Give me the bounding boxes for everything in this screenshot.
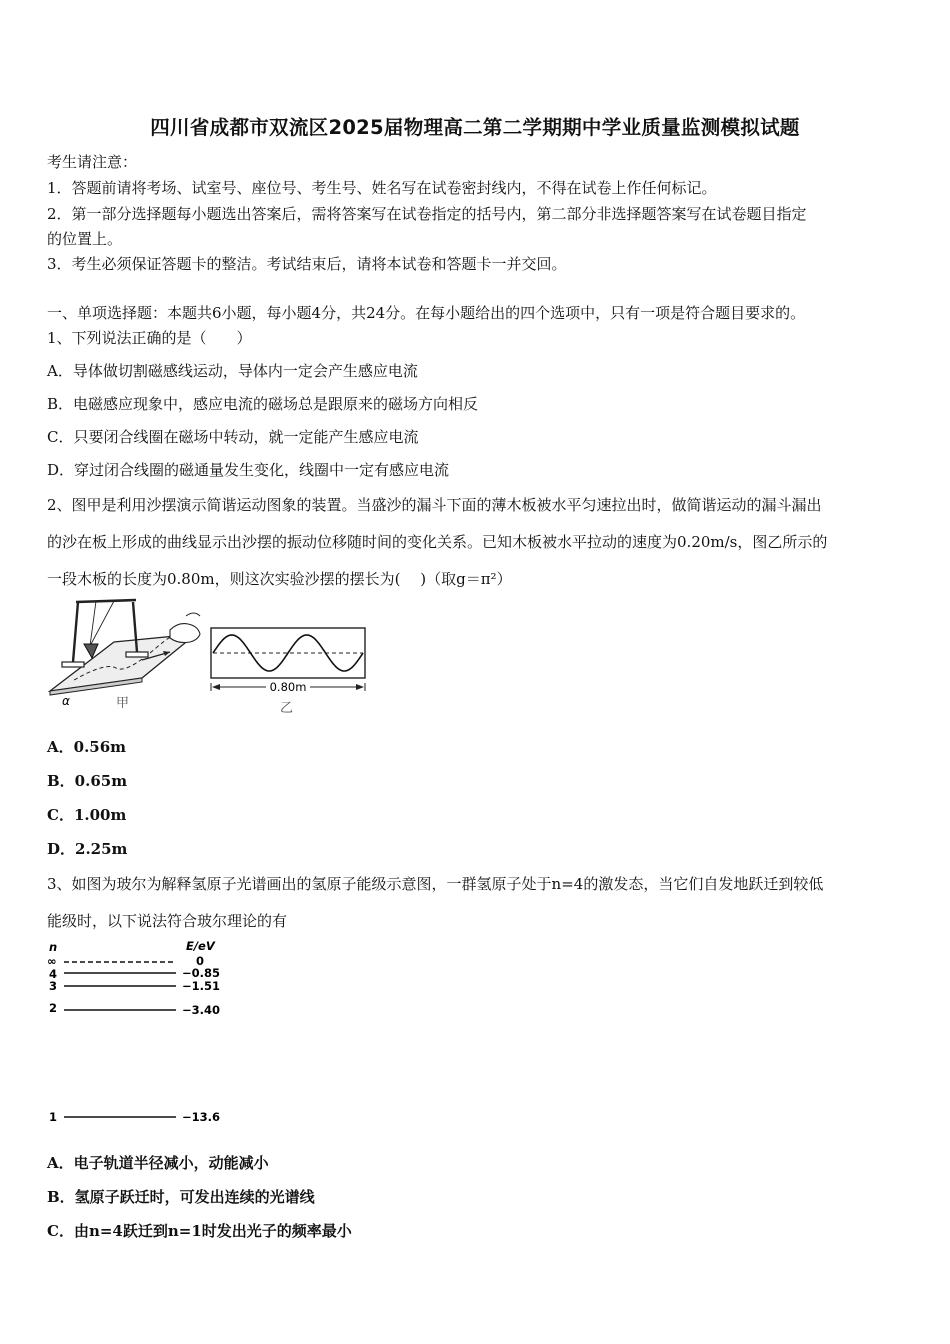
energy-level-diagram <box>44 938 244 1130</box>
q2-option-c: C．1.00m <box>47 806 127 824</box>
q3-stem-line-1: 3、如图为玻尔为解释氢原子光谱画出的氢原子能级示意图，一群氢原子处于n=4的激发态，当它们自发地跃迁到较低 <box>47 875 824 893</box>
fig-yi-label: 乙 <box>280 701 294 716</box>
notice-item-3: 3．考生必须保证答题卡的整洁。考试结束后，请将本试卷和答题卡一并交回。 <box>47 255 567 273</box>
level-3-energy: −1.51 <box>182 979 221 993</box>
q3-stem-line-2: 能级时，以下说法符合玻尔理论的有 <box>47 912 288 930</box>
q2-option-a: A．0.56m <box>47 738 127 756</box>
board-length-label: 0.80m <box>269 680 307 694</box>
fig-jia-label: 甲 <box>116 696 130 708</box>
level-2-energy: −3.40 <box>182 1003 221 1017</box>
q3-option-a: A．电子轨道半径减小，动能减小 <box>47 1154 269 1172</box>
q2-option-d: D．2.25m <box>47 840 128 858</box>
level-4-energy: −0.85 <box>182 966 221 980</box>
q1-option-c: C．只要闭合线圈在磁场中转动，就一定能产生感应电流 <box>47 428 419 446</box>
q1-stem: 1、下列说法正确的是（ ） <box>47 329 252 347</box>
q2-stem-line-1: 2、图甲是利用沙摆演示简谐运动图象的装置。当盛沙的漏斗下面的薄木板被水平匀速拉出时，做简谐运动的漏斗漏出 <box>47 496 822 514</box>
level-1-energy: −13.6 <box>182 1110 221 1124</box>
sand-pendulum-figure <box>46 596 206 708</box>
level-4-n: 4 <box>49 967 58 981</box>
notice-item-2: 2．第一部分选择题每小题选出答案后，需将答案写在试卷指定的括号内，第二部分非选择题答案写在试卷题目指定 <box>47 205 807 223</box>
level-2-n: 2 <box>49 1001 58 1015</box>
notice-item-1: 1．答题前请将考场、试室号、座位号、考生号、姓名写在试卷密封线内，不得在试卷上作任何标记。 <box>47 179 717 197</box>
q1-option-b: B．电磁感应现象中，感应电流的磁场总是跟原来的磁场方向相反 <box>47 395 479 413</box>
q2-option-b: B．0.65m <box>47 772 128 790</box>
level-1-n: 1 <box>49 1110 58 1124</box>
level-3-n: 3 <box>49 979 58 993</box>
section-heading: 一、单项选择题：本题共6小题，每小题4分，共24分。在每小题给出的四个选项中，只有一项是符合题目要求的。 <box>47 304 806 322</box>
q2-stem-line-3: 一段木板的长度为0.80m，则这次实验沙摆的摆长为( )（取g＝π²） <box>47 570 512 588</box>
page-title: 四川省成都市双流区2025届物理高二第二学期期中学业质量监测模拟试题 <box>150 116 800 139</box>
level-inf-n: ∞ <box>47 954 57 968</box>
alpha-label: α <box>62 694 70 708</box>
sine-trace-figure <box>208 625 370 717</box>
q2-stem-line-2: 的沙在板上形成的曲线显示出沙摆的振动位移随时间的变化关系。已知木板被水平拉动的速度为0.20m/s，图乙所示的 <box>47 533 828 551</box>
notice-item-2-cont: 的位置上。 <box>47 230 123 248</box>
energy-axis-label: E/eV <box>186 939 215 953</box>
level-inf-energy: 0 <box>196 954 205 968</box>
q1-option-a: A．导体做切割磁感线运动，导体内一定会产生感应电流 <box>47 362 418 380</box>
q3-option-c: C．由n=4跃迁到n=1时发出光子的频率最小 <box>47 1222 352 1240</box>
notice-heading: 考生请注意： <box>47 153 138 171</box>
n-axis-label: n <box>49 940 58 954</box>
q1-option-d: D．穿过闭合线圈的磁通量发生变化，线圈中一定有感应电流 <box>47 461 450 479</box>
q3-option-b: B．氢原子跃迁时，可发出连续的光谱线 <box>47 1188 315 1206</box>
